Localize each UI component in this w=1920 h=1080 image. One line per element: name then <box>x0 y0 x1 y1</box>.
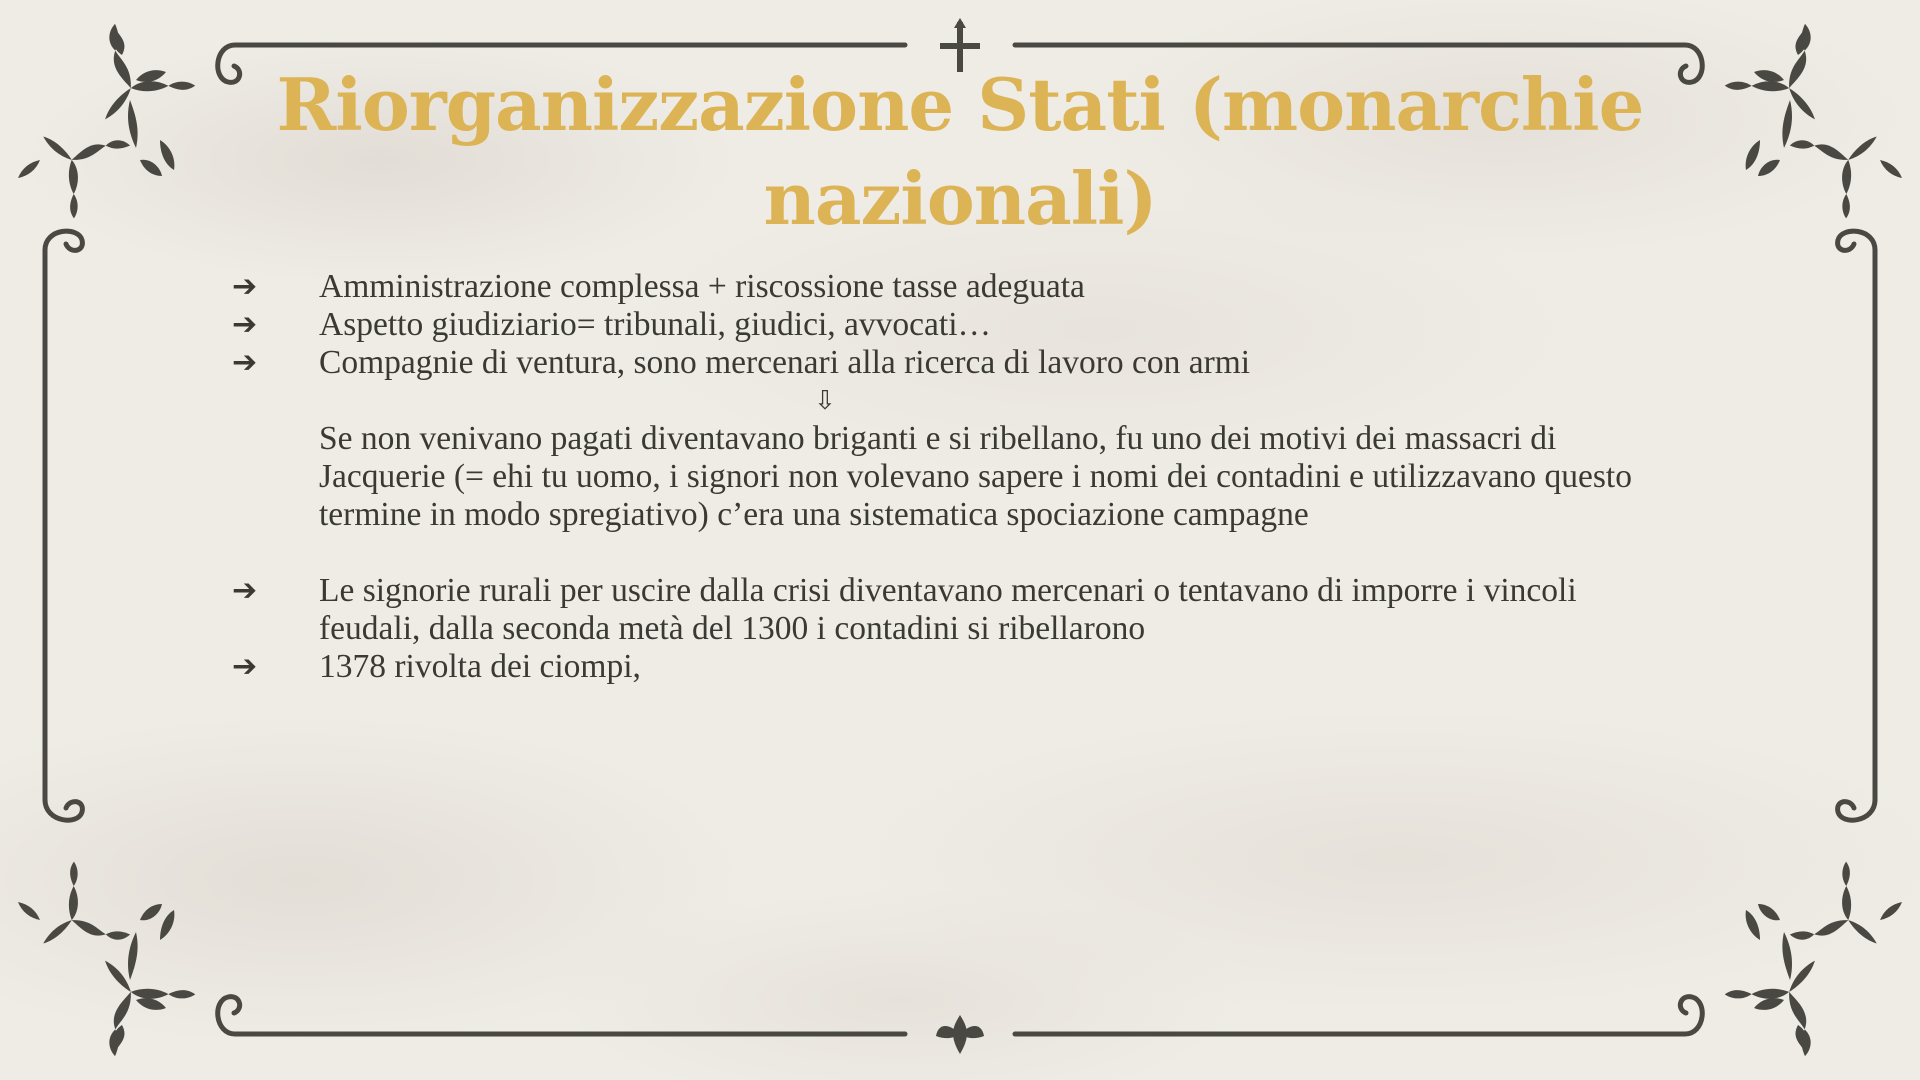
list-item <box>232 572 1682 648</box>
corner-ornament-bottom-right <box>1722 859 1902 1068</box>
corner-ornament-top-right <box>1722 12 1902 221</box>
list-item <box>232 648 1682 686</box>
right-arrow-icon: ➔ <box>232 307 258 342</box>
explanation-paragraph: Se non venivano pagati diventavano briganti e si ribellano, fu uno dei motivi dei massacri di Jacquerie (= ehi tu uomo, i signori non volevano sapere i nomi dei contadini e utilizzavano questo termine in modo spregiativo) c’era una sistematica spociazione campagne <box>319 420 1632 533</box>
list-item-text: Amministrazione complessa + riscossione tasse adeguata <box>319 268 1085 305</box>
list-item <box>232 306 1682 344</box>
right-arrow-icon: ➔ <box>232 345 258 380</box>
list-item-text: Compagnie di ventura, sono mercenari alla ricerca di lavoro con armi <box>319 344 1251 381</box>
bottom-leaf-ornament <box>936 1015 984 1054</box>
list-item-text: Le signorie rurali per uscire dalla crisi diventavano mercenari o tentavano di imporre i vincoli feudali, dalla seconda metà del 1300 i contadini si ribellarono <box>319 572 1577 647</box>
right-arrow-icon: ➔ <box>232 649 258 684</box>
corner-ornament-bottom-left <box>18 859 198 1068</box>
slide-body <box>232 268 1682 686</box>
right-arrow-icon: ➔ <box>232 269 258 304</box>
corner-ornament-top-left <box>18 12 198 221</box>
down-arrow-icon: ⇩ <box>814 386 836 416</box>
list-item <box>232 344 1682 382</box>
spacer <box>232 534 1682 572</box>
right-arrow-icon: ➔ <box>232 573 258 608</box>
list-item-text: Aspetto giudiziario= tribunali, giudici, avvocati… <box>319 306 991 343</box>
list-item-text: 1378 rivolta dei ciompi, <box>319 648 641 685</box>
slide-title: Riorganizzazione Stati (monarchie nazionali) <box>276 62 1644 241</box>
list-item <box>232 268 1682 306</box>
